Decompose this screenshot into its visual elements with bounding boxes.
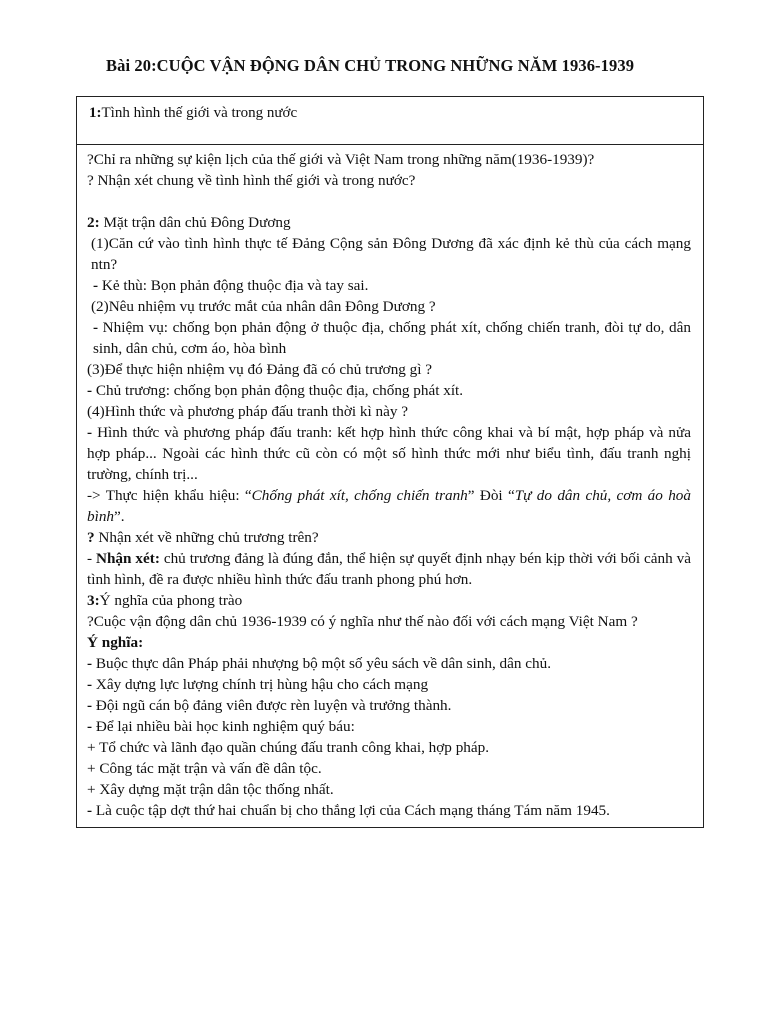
bullet: -: [87, 718, 93, 735]
content-table: [76, 96, 704, 828]
bullet: -: [87, 424, 93, 441]
section-1-row: [77, 97, 704, 145]
s3-point-4: [87, 716, 691, 737]
s2-heading: [87, 212, 691, 233]
answer-text: Nhiệm vụ: chống bọn phản động ở thuộc địa, chống phát xít, chống chiến tranh, đòi tự do, dân sinh, dân chủ, cơm áo, hòa bình: [93, 319, 691, 357]
bullet: -: [87, 655, 93, 672]
s3-point-1: [87, 653, 691, 674]
s2-slogan: [87, 485, 691, 527]
answer-text: Hình thức và phương pháp đấu tranh: kết hợp hình thức công khai và bí mật, hợp pháp và nửa hợp pháp... Ngoài các hình thức cũ còn có một số hình thức mới như biểu tình, đấu tranh nghị trường, chính trị...: [87, 424, 691, 483]
s2-answer-2: [87, 317, 691, 359]
s3-title: Ý nghĩa của phong trào: [99, 592, 243, 609]
s3-meaning-label: Ý nghĩa:: [87, 634, 144, 651]
s2-question-3: (3)Để thực hiện nhiệm vụ đó Đảng đã có chủ trương gì ?: [87, 361, 433, 378]
s2-remark: [87, 548, 691, 590]
s2-question-5: [87, 527, 691, 548]
body-cell: [77, 145, 704, 828]
slogan-end: ”.: [114, 508, 125, 525]
s3-number: 3:: [87, 592, 100, 609]
bullet: -: [87, 802, 93, 819]
bullet: -: [87, 676, 93, 693]
point-text: Buộc thực dân Pháp phải nhượng bộ một số yêu sách về dân sinh, dân chủ.: [92, 655, 552, 672]
remark-label: Nhận xét:: [96, 550, 160, 567]
s3-question: ?Cuộc vận động dân chủ 1936-1939 có ý nghĩa như thế nào đối với cách mạng Việt Nam ?: [87, 613, 638, 630]
bullet: -: [87, 697, 93, 714]
s3-point-3: [87, 695, 691, 716]
remark-text: chủ trương đảng là đúng đắn, thể hiện sự quyết định nhạy bén kịp thời với bối cảnh và tình hình, đề ra được nhiều hình thức đấu tranh phong phú hơn.: [87, 550, 691, 588]
bullet: -: [93, 319, 99, 336]
slogan-2: Tự do dân chủ, cơm áo hoà bình: [87, 487, 691, 525]
point-text: Xây dựng lực lượng chính trị hùng hậu cho cách mạng: [92, 676, 429, 693]
document-title: Bài 20:CUỘC VẬN ĐỘNG DÂN CHỦ TRONG NHỮNG NĂM 1936-1939: [106, 56, 635, 75]
bullet: -: [93, 277, 102, 294]
slogan-mid: ” Đòi “: [467, 487, 515, 504]
body-row: [77, 145, 704, 828]
point-text: Là cuộc tập dợt thứ hai chuẩn bị cho thắng lợi của Cách mạng tháng Tám năm 1945.: [92, 802, 610, 819]
section-1-cell: [77, 97, 704, 145]
s2-answer-1: [87, 275, 691, 296]
s3-subpoint-3: + Xây dựng mặt trận dân tộc thống nhất.: [87, 781, 334, 798]
s2-question-2: (2)Nêu nhiệm vụ trước mắt của nhân dân Đông Dương ?: [91, 298, 436, 315]
s3-heading: [87, 590, 691, 611]
s2-question-1: (1)Căn cứ vào tình hình thực tế Đảng Cộng sản Đông Dương đã xác định kẻ thù của cách mạng ntn?: [91, 235, 691, 273]
s1-question-2: ? Nhận xét chung về tình hình thế giới và trong nước?: [87, 172, 416, 189]
body-content: [77, 145, 703, 827]
section-1-title: Tình hình thế giới và trong nước: [101, 105, 298, 121]
answer-text: Kẻ thù: Bọn phản động thuộc địa và tay sai.: [101, 277, 369, 294]
s3-subpoint-1: + Tổ chức và lãnh đạo quần chúng đấu tranh công khai, hợp pháp.: [87, 739, 490, 756]
slogan-prefix: -> Thực hiện khẩu hiệu: “: [87, 487, 252, 504]
point-text: Để lại nhiều bài học kinh nghiệm quý báu:: [92, 718, 355, 735]
section-1-number: 1:: [89, 105, 102, 121]
section-1-heading: [77, 97, 703, 124]
s2-number: 2:: [87, 214, 100, 231]
question-mark: ?: [87, 529, 95, 546]
s3-point-5: [87, 800, 691, 821]
answer-text: Chủ trương: chống bọn phản động thuộc địa, chống phát xít.: [92, 382, 464, 399]
s3-subpoint-2: + Công tác mặt trận và vấn đề dân tộc.: [87, 760, 322, 777]
bullet: -: [87, 382, 93, 399]
slogan-1: Chống phát xít, chống chiến tranh: [251, 487, 468, 504]
s3-point-2: [87, 674, 691, 695]
question-text: Nhận xét về những chủ trương trên?: [94, 529, 319, 546]
point-text: Đội ngũ cán bộ đảng viên được rèn luyện và trưởng thành.: [92, 697, 452, 714]
s2-title: Mặt trận dân chủ Đông Dương: [99, 214, 291, 231]
s2-answer-4: [87, 422, 691, 485]
blank-line: [87, 191, 691, 212]
remark-dash: -: [87, 550, 97, 567]
s2-question-4: (4)Hình thức và phương pháp đấu tranh thời kì này ?: [87, 403, 409, 420]
s2-answer-3: [87, 380, 691, 401]
s1-question-1: ?Chỉ ra những sự kiện lịch của thế giới và Việt Nam trong những năm(1936-1939)?: [87, 151, 595, 168]
